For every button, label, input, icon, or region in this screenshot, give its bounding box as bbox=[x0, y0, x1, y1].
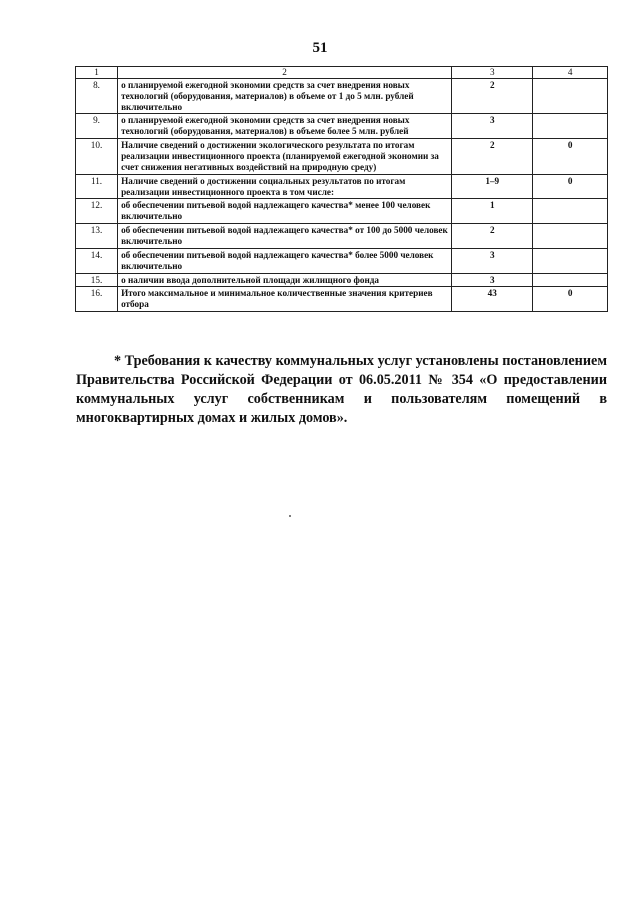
table-header-row bbox=[76, 67, 608, 79]
table-row bbox=[76, 273, 608, 287]
scan-speck bbox=[289, 515, 291, 517]
criterion-value: 3 bbox=[452, 114, 533, 139]
criterion-score bbox=[533, 114, 608, 139]
row-number: 8. bbox=[76, 78, 118, 114]
criterion-score bbox=[533, 273, 608, 287]
row-number: 14. bbox=[76, 248, 118, 273]
column-header: 4 bbox=[533, 67, 608, 79]
column-header: 3 bbox=[452, 67, 533, 79]
criterion-score bbox=[533, 78, 608, 114]
criterion-text: о планируемой ежегодной экономии средств за счет внедрения новых технологий (оборудования, материалов) в объеме от 1 до 5 млн. рублей включительно bbox=[118, 78, 452, 114]
row-number: 11. bbox=[76, 174, 118, 199]
row-number: 12. bbox=[76, 199, 118, 224]
table-row bbox=[76, 114, 608, 139]
criterion-score bbox=[533, 248, 608, 273]
criterion-value: 3 bbox=[452, 273, 533, 287]
criterion-text: Наличие сведений о достижении социальных результатов по итогам реализации инвестиционного проекта в том числе: bbox=[118, 174, 452, 199]
row-number: 16. bbox=[76, 287, 118, 312]
criterion-value: 3 bbox=[452, 248, 533, 273]
criterion-score: 0 bbox=[533, 174, 608, 199]
table-row bbox=[76, 78, 608, 114]
table-row bbox=[76, 199, 608, 224]
criterion-text: Итого максимальное и минимальное количественные значения критериев отбора bbox=[118, 287, 452, 312]
row-number: 9. bbox=[76, 114, 118, 139]
criterion-text: об обеспечении питьевой водой надлежащего качества* более 5000 человек включительно bbox=[118, 248, 452, 273]
criterion-score: 0 bbox=[533, 287, 608, 312]
column-header: 2 bbox=[118, 67, 452, 79]
row-number: 13. bbox=[76, 224, 118, 249]
column-header: 1 bbox=[76, 67, 118, 79]
criterion-text: о наличии ввода дополнительной площади жилищного фонда bbox=[118, 273, 452, 287]
criterion-value: 2 bbox=[452, 139, 533, 175]
page-number: 51 bbox=[312, 40, 328, 56]
criterion-value: 1–9 bbox=[452, 174, 533, 199]
criterion-value: 43 bbox=[452, 287, 533, 312]
table-row bbox=[76, 224, 608, 249]
criterion-score: 0 bbox=[533, 139, 608, 175]
criterion-text: об обеспечении питьевой водой надлежащего качества* менее 100 человек включительно bbox=[118, 199, 452, 224]
table-row bbox=[76, 139, 608, 175]
table-row bbox=[76, 287, 608, 312]
table-row bbox=[76, 248, 608, 273]
row-number: 15. bbox=[76, 273, 118, 287]
criterion-value: 1 bbox=[452, 199, 533, 224]
table-row bbox=[76, 174, 608, 199]
criterion-text: о планируемой ежегодной экономии средств за счет внедрения новых технологий (оборудования, материалов) в объеме более 5 млн. рублей bbox=[118, 114, 452, 139]
criterion-score bbox=[533, 199, 608, 224]
footnote: * Требования к качеству коммунальных услуг установлены постановлением Правительства Российской Федерации от 06.05.2011 № 354 «О предоставлении коммунальных услуг собственникам и пользователям помещений в многоквартирных домах и жилых домов». bbox=[76, 353, 607, 426]
criterion-text: об обеспечении питьевой водой надлежащего качества* от 100 до 5000 человек включительно bbox=[118, 224, 452, 249]
row-number: 10. bbox=[76, 139, 118, 175]
criterion-value: 2 bbox=[452, 224, 533, 249]
criteria-table bbox=[75, 66, 608, 312]
criterion-text: Наличие сведений о достижении экологического результата по итогам реализации инвестиционного проекта (планируемой ежегодной экономии за счет снижения негативных воздействий на природную среду) bbox=[118, 139, 452, 175]
criterion-value: 2 bbox=[452, 78, 533, 114]
criterion-score bbox=[533, 224, 608, 249]
